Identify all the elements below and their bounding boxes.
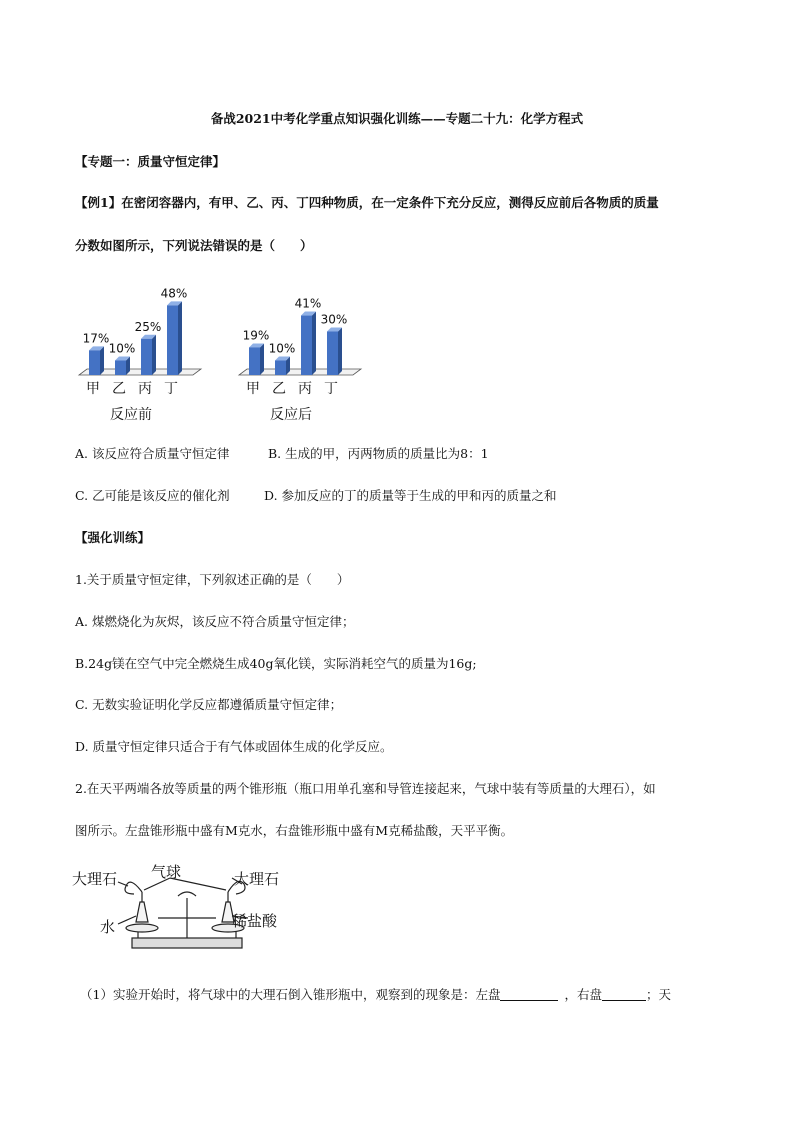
q2-sub1-text-b: ，右盘	[564, 987, 602, 1002]
left-balloon	[125, 882, 142, 894]
bar-甲	[249, 343, 264, 375]
category-label: 甲	[86, 381, 100, 397]
chart-title: 反应前	[110, 407, 152, 423]
q1-stem: 1.关于质量守恒定律，下列叙述正确的是（ ）	[75, 572, 350, 587]
balance-base	[132, 938, 242, 948]
value-label: 19%	[242, 328, 270, 343]
category-label: 丙	[298, 381, 312, 397]
section-heading-practice: 【强化训练】	[75, 530, 151, 545]
bar-乙	[275, 357, 290, 376]
label-balloon: 气球	[151, 863, 182, 881]
left-flask	[136, 902, 148, 922]
value-label: 48%	[160, 286, 188, 301]
example-option-d: D. 参加反应的丁的质量等于生成的甲和丙的质量之和	[264, 488, 557, 503]
bar-丁	[167, 301, 182, 375]
q1-option-b: B.24g镁在空气中完全燃烧生成40g氧化镁，实际消耗空气的质量为16g;	[75, 656, 477, 671]
category-label: 丁	[164, 381, 178, 397]
bar-chart-after-reaction	[235, 280, 365, 427]
q1-option-a: A. 煤燃烧化为灰烬，该反应不符合质量守恒定律；	[75, 614, 355, 629]
value-label: 10%	[108, 341, 136, 356]
q1-option-d: D. 质量守恒定律只适合于有气体或固体生成的化学反应。	[75, 739, 393, 754]
example-option-b: B. 生成的甲，丙两物质的质量比为8：1	[268, 446, 489, 461]
value-label: 10%	[268, 341, 296, 356]
q2-sub1-text-a: （1）实验开始时，将气球中的大理石倒入锥形瓶中，观察到的现象是：左盘	[80, 987, 501, 1002]
value-label: 25%	[134, 319, 162, 334]
answer-blank-right[interactable]	[602, 988, 646, 1001]
label-marble-left: 大理石	[72, 870, 118, 888]
q2-stem-line1: 2.在天平两端各放等质量的两个锥形瓶（瓶口用单孔塞和导管连接起来，气球中装有等质量的大理石），如	[75, 781, 656, 796]
label-marble-right: 大理石	[234, 870, 280, 888]
value-label: 17%	[82, 331, 110, 346]
q1-option-c: C. 无数实验证明化学反应都遵循质量守恒定律；	[75, 697, 343, 712]
example-stem-line2: 分数如图所示，下列说法错误的是（ ）	[75, 238, 313, 253]
bar-丁	[327, 328, 342, 376]
value-label: 41%	[294, 296, 322, 311]
value-label: 30%	[320, 312, 348, 327]
chart-title: 反应后	[270, 407, 312, 423]
q2-sub1	[80, 985, 671, 1003]
bar-甲	[89, 346, 104, 375]
bar-丙	[301, 312, 316, 375]
example-option-a: A. 该反应符合质量守恒定律	[75, 446, 230, 461]
q2-stem-line2: 图所示。左盘锥形瓶中盛有M克水，右盘锥形瓶中盛有M克稀盐酸，天平平衡。	[75, 823, 514, 838]
section-heading-mass-conservation: 【专题一：质量守恒定律】	[75, 154, 226, 169]
category-label: 甲	[246, 381, 260, 397]
example-option-c: C. 乙可能是该反应的催化剂	[75, 488, 230, 503]
category-label: 乙	[112, 381, 126, 397]
category-label: 丁	[324, 381, 338, 397]
left-pan	[126, 924, 158, 932]
category-label: 乙	[272, 381, 286, 397]
bar-丙	[141, 335, 156, 375]
document-title: 备战2021中考化学重点知识强化训练——专题二十九：化学方程式	[210, 111, 584, 126]
example-stem-line1: 【例1】在密闭容器内，有甲、乙、丙、丁四种物质，在一定条件下充分反应，测得反应前后各物质的质量	[75, 195, 659, 210]
answer-blank-left[interactable]	[500, 988, 558, 1001]
label-water: 水	[100, 918, 116, 936]
category-label: 丙	[138, 381, 152, 397]
bar-chart-before-reaction	[75, 262, 205, 427]
bar-乙	[115, 357, 130, 376]
label-dilute-hcl: 稀盐酸	[232, 912, 278, 930]
q2-sub1-text-c: ；天	[645, 987, 671, 1002]
